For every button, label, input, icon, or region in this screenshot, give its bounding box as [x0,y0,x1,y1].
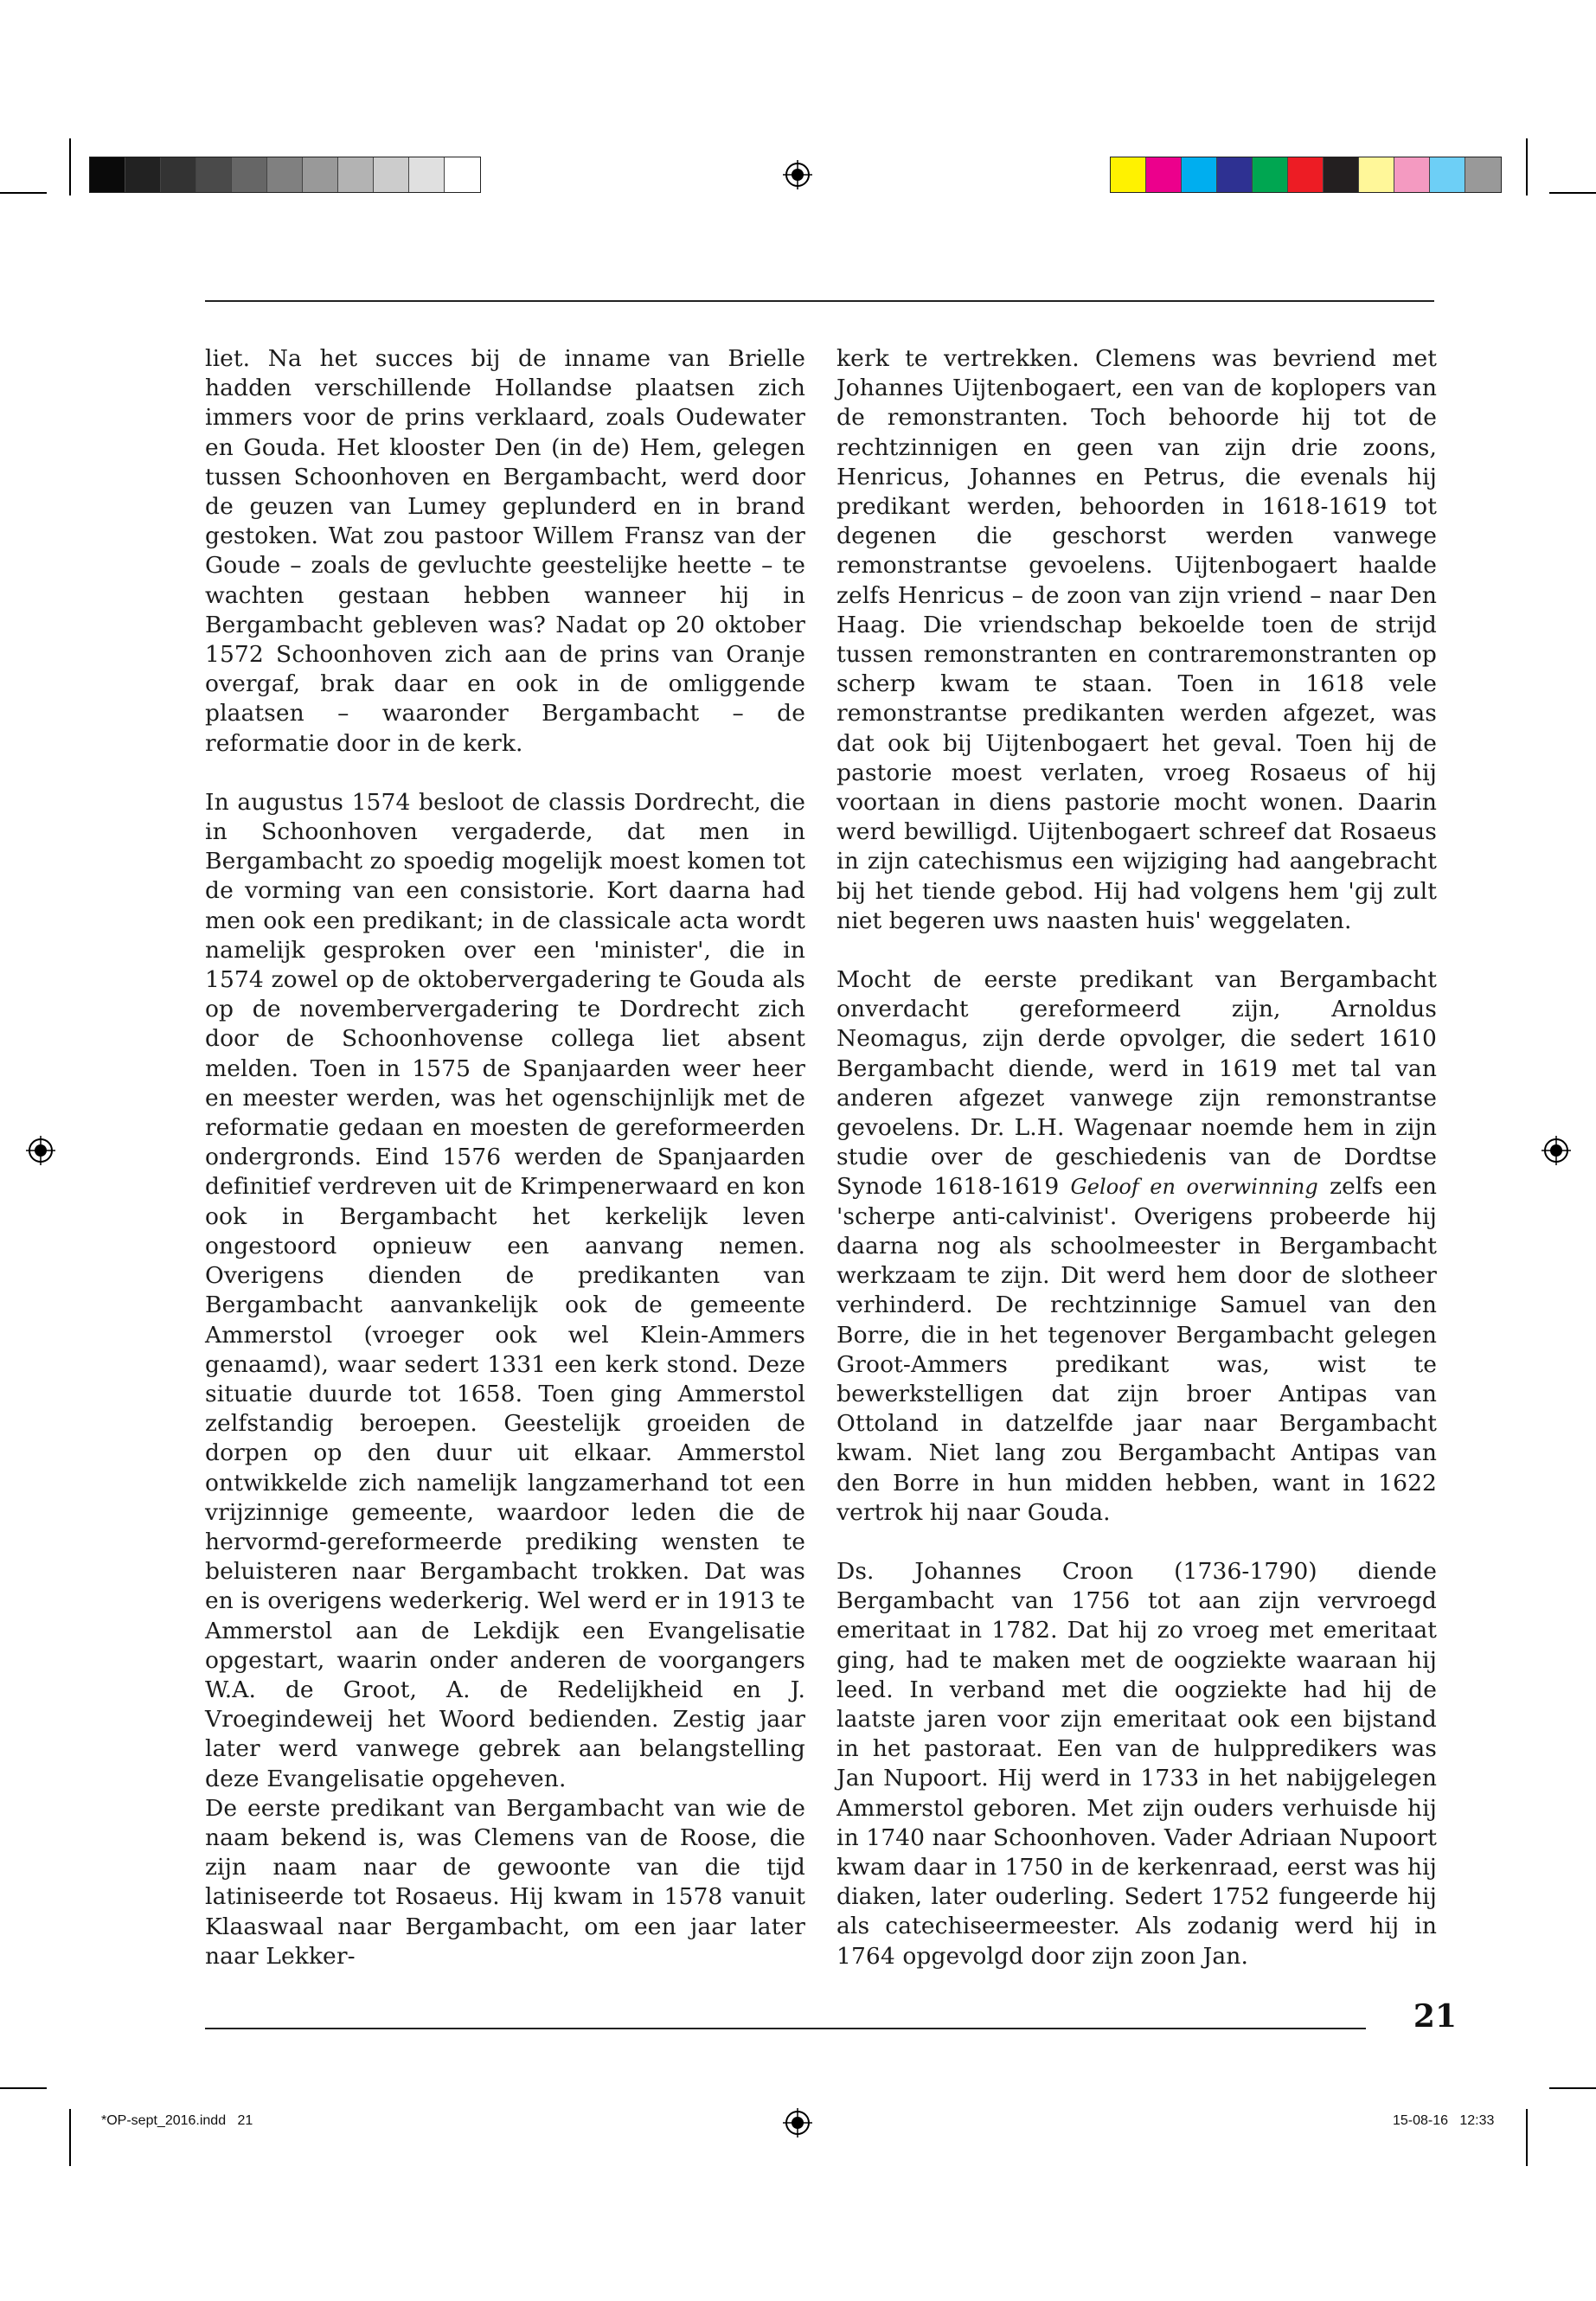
registration-mark-icon [783,160,812,189]
color-swatch [303,157,338,192]
color-swatch [90,157,125,192]
grayscale-color-bar [89,157,481,193]
paragraph: In augustus 1574 besloot de classis Dordrecht, die in Schoonhoven vergaderde, dat men in Bergambacht zo spoedig mogelijk moest komen tot de vorming van een consistorie. Kort daarna had men ook een predikant; in de classicale acta wordt namelijk gesproken over een 'minister', die in 1574 zowel op de oktobervergadering te Gouda als op de novembervergadering te Dordrecht zich door de Schoonhovense collega liet absent melden. Toen in 1575 de Spanjaarden weer heer en meester werden, was het ogenschijnlijk met de reformatie gedaan en moesten de gereformeerden ondergronds. Eind 1576 werden de Spanjaarden definitief verdreven uit de Krimpenerwaard en kon ook in Bergambacht het kerkelijk leven ongestoord opnieuw een aanvang nemen. Overigens dienden de predikanten van Bergambacht aanvankelijk ook de gemeente Ammerstol (vroeger ook wel Klein-Ammers genaamd), waar sedert 1331 een kerk stond. Deze situatie duurde tot 1658. Toen ging Ammerstol zelfstandig beroepen. Geestelijk groeiden de dorpen op den duur uit elkaar. Ammerstol ontwikkelde zich namelijk langzamerhand tot een vrijzinnige gemeente, waardoor leden die de hervormd-gereformeerde prediking wensten te beluisteren naar Bergambacht trokken. Dat was en is overigens wederkerig. Wel werd er in 1913 te Ammerstol aan de Lekdijk een Evangelisatie opgestart, waarin onder anderen de voorgangers W.A. de Groot, A. de Redelijkheid en J. Vroegindeweij het Woord bedienden. Zestig jaar later werd vanwege gebrek aan belangstelling deze Evangelisatie opgeheven. [205,788,805,1792]
color-swatch [409,157,445,192]
crop-mark [69,138,71,195]
registration-mark-icon [1542,1136,1571,1165]
color-swatch [267,157,303,192]
registration-mark-icon [783,2108,812,2138]
color-swatch [1465,157,1501,192]
paragraph-text: Mocht de eerste predikant van Bergambacht onverdacht gereformeerd zijn, Arnoldus Neomagus, zijn derde opvolger, die sedert 1610 Bergambacht diende, werd in 1619 met tal van anderen afgezet vanwege zijn remonstrantse gevoelens. Dr. L.H. Wagenaar noemde hem in zijn studie over de geschiedenis van de Dordtse Synode 1618-1619 [836,966,1437,1201]
paragraph: De eerste predikant van Bergambacht van wie de naam bekend is, was Clemens van de Roose, die zijn naam naar de gewoonte van die tijd latiniseerde tot Rosaeus. Hij kwam in 1578 vanuit Klaaswaal naar Bergambacht, om een jaar later naar Lekker- [205,1794,805,1970]
paragraph-text: zelfs een 'scherpe anti-calvinist'. Overigens probeerde hij daarna nog als schoolmeester in Bergambacht werkzaam te zijn. Dit werd hem door de slotheer verhinderd. De rechtzinnige Samuel van den Borre, die in het tegenover Bergambacht gelegen Groot-Ammers predikant was, wist te bewerkstelligen dat zijn broer Antipas van Ottoland in datzelfde jaar naar Bergambacht kwam. Niet lang zou Bergambacht Antipas van den Borre in hun midden hebben, want in 1622 vertrok hij naar Gouda. [836,1173,1437,1526]
crop-mark [1549,192,1596,194]
right-column [836,344,1437,1971]
color-swatch [1146,157,1182,192]
color-swatch [1430,157,1465,192]
color-swatch [196,157,232,192]
footer-rule [205,2028,1366,2029]
page-number: 21 [1413,1998,1457,2035]
color-swatch [1288,157,1324,192]
color-swatch [1217,157,1253,192]
slug-file-name: *OP-sept_2016.indd 21 [101,2113,253,2128]
color-swatch [1324,157,1359,192]
crop-mark [1526,2109,1528,2166]
color-swatch [232,157,267,192]
color-swatch [338,157,374,192]
crop-mark [1526,138,1528,195]
crop-mark [69,2109,71,2166]
crop-mark [0,192,47,194]
color-swatch [1394,157,1430,192]
header-rule [205,300,1434,302]
crop-mark [0,2087,47,2089]
paragraph: Ds. Johannes Croon (1736-1790) diende Bergambacht van 1756 tot aan zijn vervroegd emeritaat in 1782. Dat hij zo vroeg met emeritaat ging, had te maken met de oogziekte waaraan hij leed. In verband met die oogziekte had hij de laatste jaren voor zijn emeritaat ook een bijstand in het pastoraat. Een van de hulppredikers was Jan Nupoort. Hij werd in 1733 in het nabijgelegen Ammerstol geboren. Met zijn ouders verhuisde hij in 1740 naar Schoonhoven. Vader Adriaan Nupoort kwam daar in 1750 in de kerkenraad, eerst was hij diaken, later ouderling. Sedert 1752 fungeerde hij als catechiseermeester. Als zodanig werd hij in 1764 opgevolgd door zijn zoon Jan. [836,1557,1437,1970]
process-color-bar [1110,157,1502,193]
registration-mark-icon [26,1136,55,1165]
paragraph: kerk te vertrekken. Clemens was bevriend met Johannes Uijtenbogaert, een van de koplopers van de remonstranten. Toch behoorde hij tot de rechtzinnigen en geen van zijn drie zoons, Henricus, Johannes en Petrus, die evenals hij predikant werden, behoorden in 1618-1619 tot degenen die geschorst werden vanwege remonstrantse gevoelens. Uijtenbogaert haalde zelfs Henricus – de zoon van zijn vriend – naar Den Haag. Die vriendschap bekoelde toen de strijd tussen remonstranten en contraremonstranten op scherp kwam te staan. Toen in 1618 vele remonstrantse predikanten werden afgezet, was dat ook bij Uijtenbogaert het geval. Toen hij de pastorie moest verlaten, vroeg Rosaeus of hij voortaan in diens pastorie mocht wonen. Daarin werd bewilligd. Uijtenbogaert schreef dat Rosaeus in zijn catechismus een wijziging had aangebracht bij het tiende gebod. Hij had volgens hem 'gij zult niet begeren uws naasten huis' weggelaten. [836,345,1437,934]
color-swatch [1359,157,1394,192]
paragraph [836,965,1437,1528]
color-swatch [1111,157,1146,192]
color-swatch [374,157,409,192]
paragraph: liet. Na het succes bij de inname van Brielle hadden verschillende Hollandse plaatsen zich immers voor de prins verklaard, zoals Oudewater en Gouda. Het klooster Den (in de) Hem, gelegen tussen Schoonhoven en Bergambacht, werd door de geuzen van Lumey geplunderd en in brand gestoken. Wat zou pastoor Willem Fransz van der Goude – zoals de gevluchte geestelijke heette – te wachten gestaan hebben wanneer hij in Bergambacht gebleven was? Nadat op 20 oktober 1572 Schoonhoven zich aan de prins van Oranje overgaf, brak daar en ook in de omliggende plaatsen – waaronder Bergambacht – de reformatie door in de kerk. [205,345,805,757]
color-swatch [1253,157,1288,192]
color-swatch [1182,157,1217,192]
crop-mark [1549,2087,1596,2089]
book-title: Geloof en overwinning [1070,1175,1318,1200]
left-column [205,344,805,1971]
slug-date-time: 15-08-16 12:33 [1393,2113,1495,2128]
color-swatch [125,157,161,192]
color-swatch [161,157,196,192]
color-swatch [445,157,480,192]
